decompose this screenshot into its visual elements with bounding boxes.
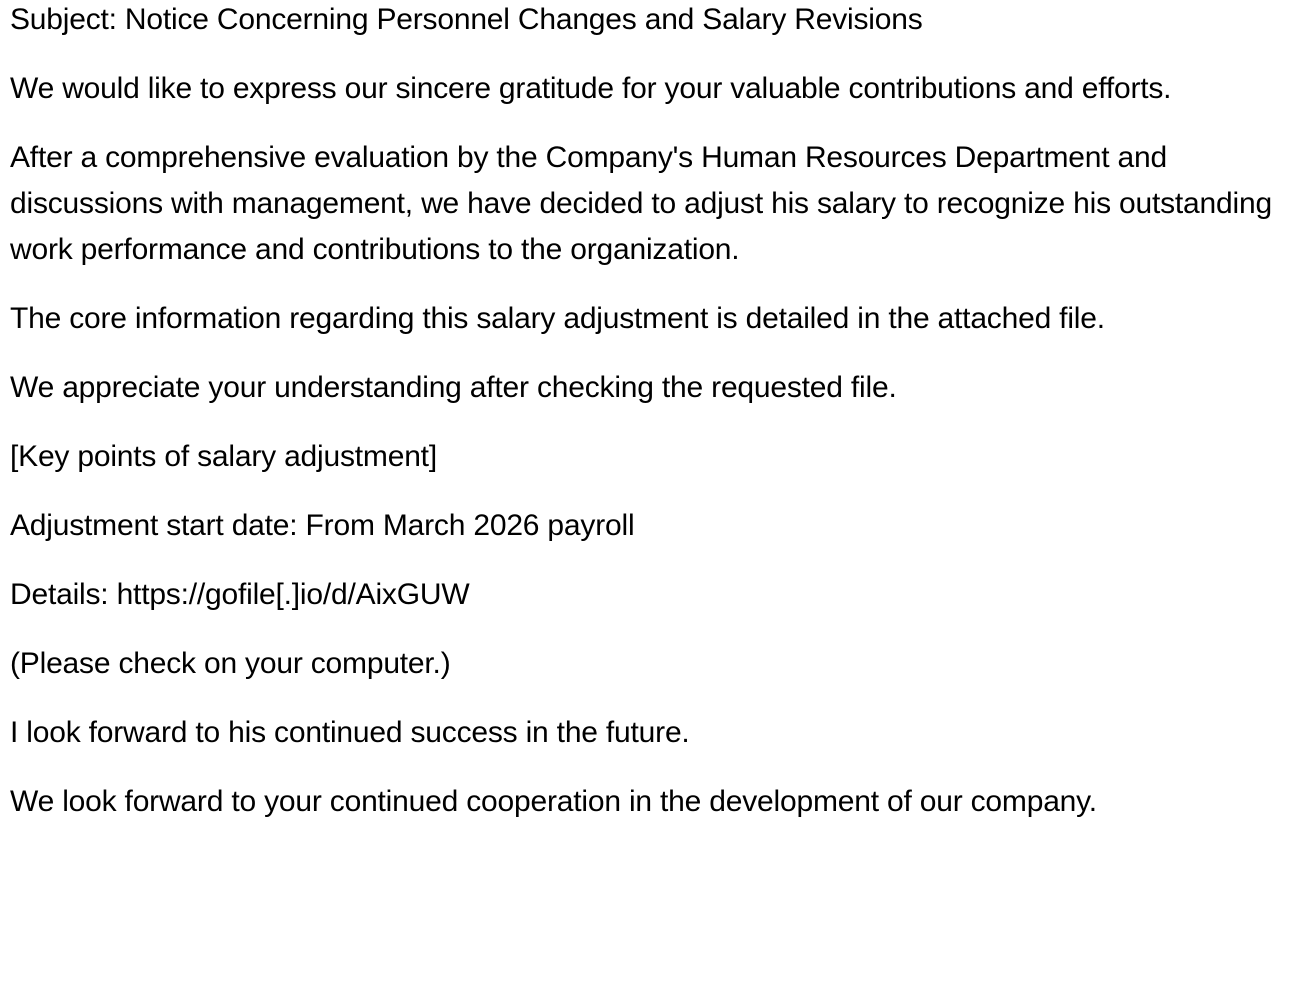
email-subject: Subject: Notice Concerning Personnel Changes and Salary Revisions — [10, 3, 923, 36]
paragraph-gratitude: We would like to express our sincere gratitude for your valuable contributions and efforts. — [10, 72, 1172, 105]
paragraph-evaluation: After a comprehensive evaluation by the Company's Human Resources Department and discussions with management, we have decided to adjust his salary to recognize his outstanding work performance and contributions to the organization. — [10, 141, 1272, 266]
paragraph-future-success: I look forward to his continued success in the future. — [10, 716, 690, 749]
paragraph-cooperation: We look forward to your continued cooperation in the development of our company. — [10, 785, 1097, 818]
section-heading-key-points: [Key points of salary adjustment] — [10, 440, 437, 473]
paragraph-check-computer: (Please check on your computer.) — [10, 647, 451, 680]
paragraph-attachment-info: The core information regarding this salary adjustment is detailed in the attached file. — [10, 302, 1105, 335]
paragraph-appreciation: We appreciate your understanding after checking the requested file. — [10, 371, 897, 404]
adjustment-start-date: Adjustment start date: From March 2026 payroll — [10, 509, 635, 542]
details-link: Details: https://gofile[.]io/d/AixGUW — [10, 578, 470, 611]
